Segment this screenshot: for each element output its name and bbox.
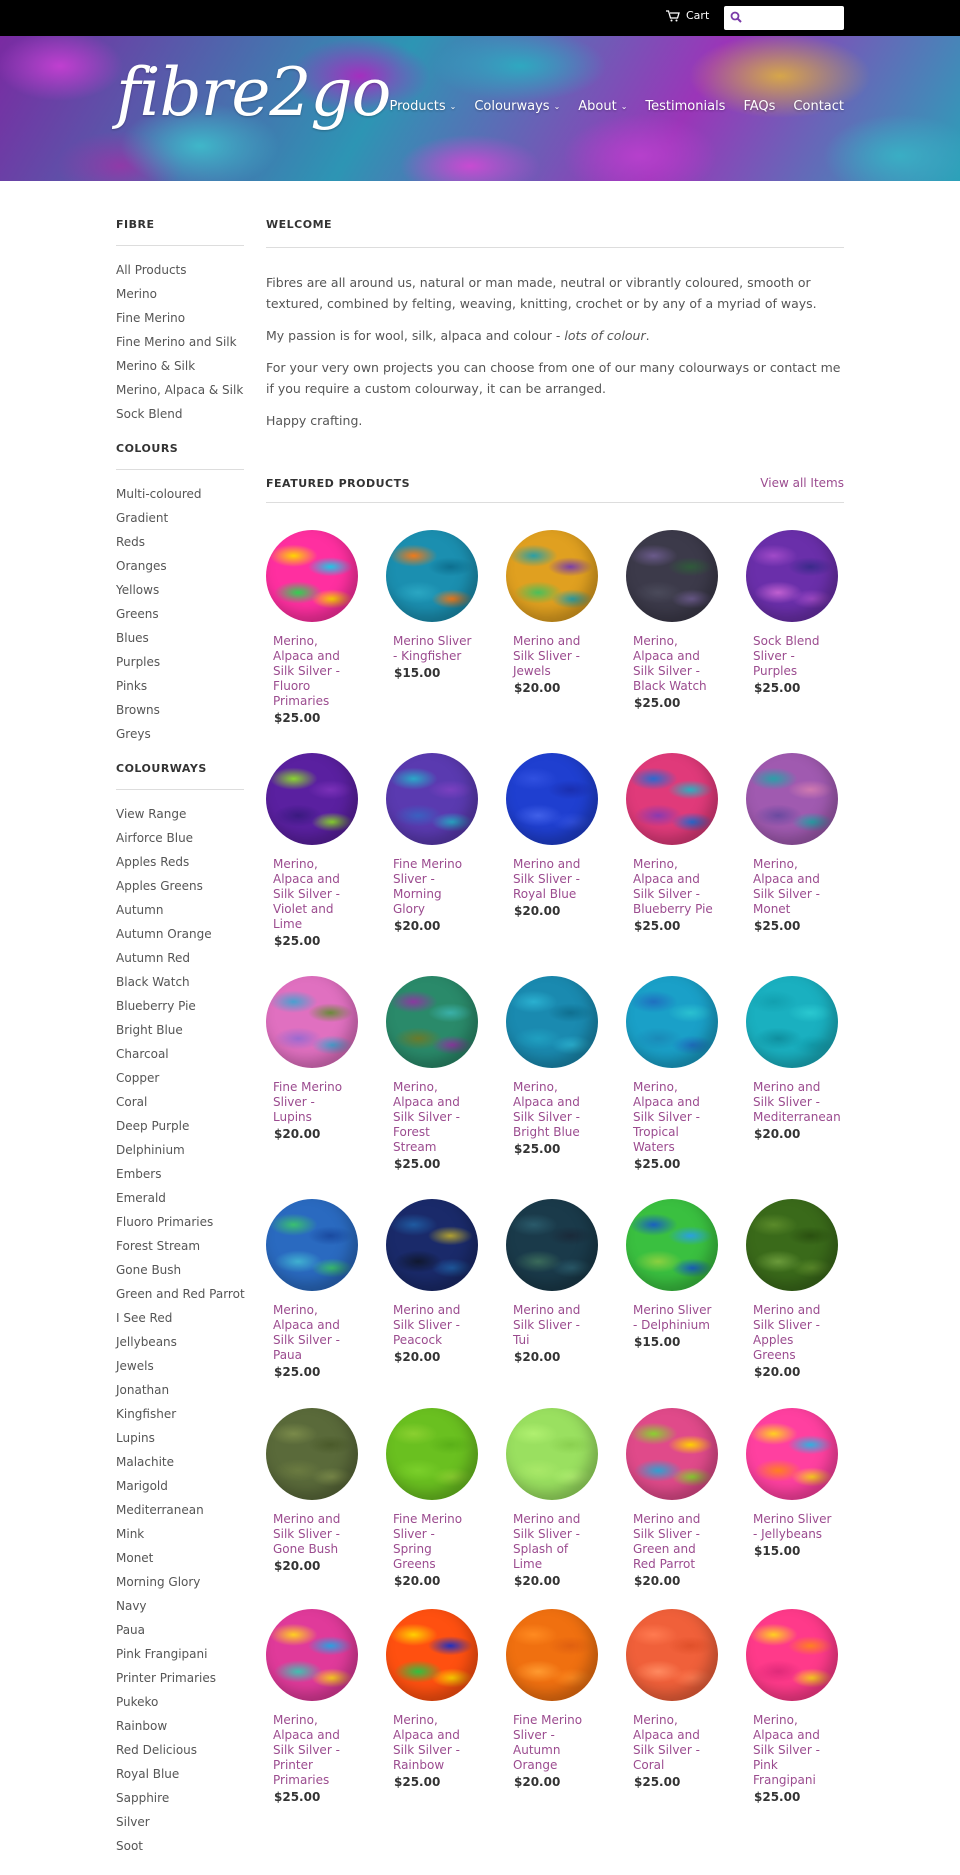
product-price: $20.00 — [514, 904, 561, 918]
product-title[interactable]: Merino and Silk Sliver - Jewels — [513, 634, 581, 678]
sidebar-item-colour[interactable]: Gradient — [116, 511, 169, 525]
search-input[interactable] — [724, 6, 844, 30]
cart-link[interactable] — [666, 9, 709, 22]
sidebar-item-colourway[interactable]: Pukeko — [116, 1695, 159, 1709]
nav-item-products[interactable] — [389, 99, 456, 114]
search-icon[interactable] — [730, 11, 742, 23]
product-image[interactable] — [626, 976, 718, 1068]
sidebar-item-colourway[interactable]: Autumn Orange — [116, 927, 212, 941]
nav-item-testimonials[interactable] — [645, 99, 725, 114]
product-title[interactable]: Merino Sliver - Delphinium — [633, 1303, 712, 1332]
product-image[interactable] — [626, 1199, 718, 1291]
product-card[interactable] — [506, 530, 606, 695]
sidebar-item-colourway[interactable]: Delphinium — [116, 1143, 185, 1157]
product-price: $20.00 — [754, 1365, 801, 1379]
product-image[interactable] — [266, 530, 358, 622]
sidebar-item-fibre[interactable]: Fine Merino and Silk — [116, 335, 237, 349]
product-card[interactable] — [266, 1199, 366, 1379]
product-image[interactable] — [506, 530, 598, 622]
sidebar-item-colour[interactable]: Multi-coloured — [116, 487, 202, 501]
hero-banner — [0, 36, 960, 181]
chevron-down-icon: ⌄ — [620, 102, 628, 111]
product-image[interactable] — [626, 530, 718, 622]
sidebar-item-colourway[interactable]: Deep Purple — [116, 1119, 190, 1133]
product-price: $25.00 — [634, 696, 681, 710]
sidebar-item-colourway[interactable]: Monet — [116, 1551, 154, 1565]
product-card[interactable] — [386, 753, 486, 933]
sidebar-item-colourway[interactable]: Copper — [116, 1071, 160, 1085]
product-price: $25.00 — [274, 934, 321, 948]
sidebar-item-colourway[interactable]: Mink — [116, 1527, 145, 1541]
product-image[interactable] — [386, 753, 478, 845]
product-image[interactable] — [746, 1408, 838, 1500]
product-card[interactable] — [626, 976, 726, 1171]
sidebar-item-colourway[interactable]: Mediterranean — [116, 1503, 204, 1517]
product-card[interactable] — [266, 976, 366, 1141]
sidebar-heading-colours: COLOURS — [116, 442, 244, 470]
sidebar-item-fibre[interactable]: Merino & Silk — [116, 359, 196, 373]
sidebar-item-colourway[interactable]: Charcoal — [116, 1047, 169, 1061]
product-title[interactable]: Merino and Silk Sliver - Splash of Lime — [513, 1512, 581, 1571]
sidebar-item-fibre[interactable]: All Products — [116, 263, 187, 277]
product-price: $20.00 — [514, 1775, 561, 1789]
sidebar-item-colourway[interactable]: Apples Greens — [116, 879, 203, 893]
product-image[interactable] — [386, 976, 478, 1068]
product-card[interactable] — [506, 1199, 606, 1364]
sidebar-fibre — [116, 218, 244, 426]
sidebar-item-colourway[interactable]: Fluoro Primaries — [116, 1215, 214, 1229]
sidebar-item-fibre[interactable]: Sock Blend — [116, 407, 183, 421]
product-title[interactable]: Merino and Silk Sliver - Tui — [513, 1303, 581, 1347]
sidebar-heading-colourways: COLOURWAYS — [116, 762, 244, 790]
product-title[interactable]: Merino, Alpaca and Silk Silver - Fluoro Primaries — [273, 634, 340, 708]
sidebar-item-colourway[interactable]: Lupins — [116, 1431, 155, 1445]
sidebar-item-colourway[interactable]: Green and Red Parrot — [116, 1287, 245, 1301]
sidebar-item-colourway[interactable]: Autumn — [116, 903, 164, 917]
sidebar-item-colourway[interactable]: Marigold — [116, 1479, 168, 1493]
product-card[interactable] — [746, 1609, 846, 1804]
sidebar-colours — [116, 442, 244, 746]
product-title[interactable]: Sock Blend Sliver - Purples — [753, 634, 820, 678]
product-image[interactable] — [506, 976, 598, 1068]
sidebar-item-colourway[interactable]: Soot — [116, 1839, 144, 1853]
product-image[interactable] — [506, 1609, 598, 1701]
nav-item-about[interactable] — [578, 99, 627, 114]
sidebar-item-colourway[interactable]: View Range — [116, 807, 187, 821]
product-price: $15.00 — [634, 1335, 681, 1349]
sidebar-item-colourway[interactable]: Rainbow — [116, 1719, 168, 1733]
product-card[interactable] — [266, 1609, 366, 1804]
sidebar-item-colour[interactable]: Greys — [116, 727, 151, 741]
sidebar-item-colourway[interactable]: Malachite — [116, 1455, 175, 1469]
sidebar-item-colour[interactable]: Oranges — [116, 559, 167, 573]
product-price: $15.00 — [394, 666, 441, 680]
product-price: $25.00 — [754, 919, 801, 933]
product-price: $20.00 — [394, 1574, 441, 1588]
product-card[interactable] — [746, 530, 846, 695]
sidebar-item-colourway[interactable]: Sapphire — [116, 1791, 170, 1805]
product-image[interactable] — [746, 753, 838, 845]
product-price: $20.00 — [274, 1127, 321, 1141]
product-image[interactable] — [746, 976, 838, 1068]
sidebar-item-colour[interactable]: Browns — [116, 703, 160, 717]
sidebar-list-fibre — [116, 258, 244, 426]
sidebar-item-colourway[interactable]: Navy — [116, 1599, 147, 1613]
product-price: $25.00 — [754, 1790, 801, 1804]
product-card[interactable] — [386, 976, 486, 1171]
welcome-text: . — [645, 328, 650, 343]
product-title[interactable]: Merino, Alpaca and Silk Silver - Coral — [633, 1713, 700, 1772]
product-title[interactable]: Fine Merino Sliver - Spring Greens — [393, 1512, 463, 1571]
nav-item-label: Contact — [793, 99, 844, 114]
product-image[interactable] — [506, 753, 598, 845]
product-image[interactable] — [386, 1199, 478, 1291]
sidebar-item-colourway[interactable]: Morning Glory — [116, 1575, 201, 1589]
product-title[interactable]: Merino, Alpaca and Silk Silver - Blueberry Pie — [633, 857, 713, 916]
product-card[interactable] — [386, 1199, 486, 1364]
product-title[interactable]: Merino, Alpaca and Silk Silver - Violet and Lime — [273, 857, 340, 931]
sidebar-item-colourway[interactable]: Airforce Blue — [116, 831, 194, 845]
sidebar-item-colourway[interactable]: Bright Blue — [116, 1023, 183, 1037]
nav-item-label: Products — [389, 99, 446, 114]
product-price: $20.00 — [754, 1127, 801, 1141]
featured-products — [266, 476, 844, 1804]
product-price: $20.00 — [514, 681, 561, 695]
product-price: $25.00 — [634, 1157, 681, 1171]
product-image[interactable] — [266, 1609, 358, 1701]
product-price: $25.00 — [634, 1775, 681, 1789]
sidebar-item-colourway[interactable]: Emerald — [116, 1191, 166, 1205]
sidebar-item-colourway[interactable]: Jonathan — [116, 1383, 170, 1397]
product-image[interactable] — [386, 1609, 478, 1701]
product-price: $20.00 — [514, 1574, 561, 1588]
product-title[interactable]: Merino and Silk Sliver - Mediterranean — [753, 1080, 841, 1124]
sidebar-item-colour[interactable]: Purples — [116, 655, 161, 669]
featured-heading: FEATURED PRODUCTS — [266, 476, 411, 490]
sidebar-item-colourway[interactable]: Pink Frangipani — [116, 1647, 208, 1661]
sidebar-item-colourway[interactable]: Jewels — [116, 1359, 154, 1373]
product-title[interactable]: Merino and Silk Sliver - Gone Bush — [273, 1512, 341, 1556]
product-title[interactable]: Merino, Alpaca and Silk Silver - Bright Blue — [513, 1080, 580, 1139]
product-title[interactable]: Merino, Alpaca and Silk Silver - Tropical Waters — [633, 1080, 700, 1154]
sidebar-item-colourway[interactable]: Silver — [116, 1815, 150, 1829]
product-card[interactable] — [506, 1408, 606, 1588]
main-nav — [389, 99, 844, 114]
product-price: $20.00 — [634, 1574, 681, 1588]
sidebar-item-fibre[interactable]: Fine Merino — [116, 311, 186, 325]
sidebar-list-colourways — [116, 802, 244, 1858]
sidebar-list-colours — [116, 482, 244, 746]
product-price: $25.00 — [634, 919, 681, 933]
welcome-section — [266, 218, 844, 442]
product-price: $25.00 — [394, 1157, 441, 1171]
sidebar-item-colourway[interactable]: Apples Reds — [116, 855, 190, 869]
product-price: $15.00 — [754, 1544, 801, 1558]
sidebar-item-colourway[interactable]: Kingfisher — [116, 1407, 177, 1421]
product-image[interactable] — [626, 753, 718, 845]
product-image[interactable] — [746, 1609, 838, 1701]
sidebar-item-colourway[interactable]: Autumn Red — [116, 951, 191, 965]
welcome-paragraph: Fibres are all around us, natural or man made, neutral or vibrantly coloured, smooth or textured, combined by felting, weaving, knitting, crochet or by any of a myriad of ways. — [266, 275, 817, 311]
product-title[interactable]: Merino Sliver - Jellybeans — [753, 1512, 832, 1541]
product-price: $25.00 — [274, 1365, 321, 1379]
product-title[interactable]: Merino, Alpaca and Silk Silver - Pink Frangipani — [753, 1713, 820, 1787]
product-card[interactable] — [746, 976, 846, 1141]
sidebar-item-colour[interactable]: Reds — [116, 535, 146, 549]
product-price: $20.00 — [274, 1559, 321, 1573]
sidebar-item-colourway[interactable]: Paua — [116, 1623, 146, 1637]
product-image[interactable] — [386, 1408, 478, 1500]
product-card[interactable] — [266, 530, 366, 725]
product-card[interactable] — [626, 1408, 726, 1588]
nav-item-colourways[interactable] — [474, 99, 560, 114]
product-title[interactable]: Merino, Alpaca and Silk Silver - Rainbow — [393, 1713, 460, 1772]
product-card[interactable] — [506, 753, 606, 918]
product-card[interactable] — [506, 1609, 606, 1789]
top-bar — [0, 0, 960, 36]
nav-item-label: FAQs — [743, 99, 776, 114]
product-title[interactable]: Merino and Silk Sliver - Green and Red Parrot — [633, 1512, 701, 1571]
sidebar-item-colour[interactable]: Yellows — [116, 583, 160, 597]
welcome-emphasis: lots of colour — [564, 328, 646, 343]
site-logo[interactable]: fibre2go — [116, 54, 391, 131]
product-title[interactable]: Fine Merino Sliver - Morning Glory — [393, 857, 463, 916]
nav-item-label: Colourways — [474, 99, 550, 114]
product-image[interactable] — [626, 1408, 718, 1500]
product-card[interactable] — [746, 1199, 846, 1379]
product-image[interactable] — [746, 1199, 838, 1291]
product-card[interactable] — [746, 753, 846, 933]
sidebar-item-colourway[interactable]: Red Delicious — [116, 1743, 198, 1757]
sidebar-item-colourway[interactable]: Forest Stream — [116, 1239, 201, 1253]
product-title[interactable]: Fine Merino Sliver - Autumn Orange — [513, 1713, 583, 1772]
product-card[interactable] — [626, 753, 726, 933]
product-image[interactable] — [626, 1609, 718, 1701]
nav-item-faqs[interactable] — [743, 99, 775, 114]
sidebar-item-fibre[interactable]: Merino — [116, 287, 157, 301]
product-image[interactable] — [506, 1408, 598, 1500]
cart-label: Cart — [686, 9, 710, 22]
welcome-heading: WELCOME — [266, 218, 844, 248]
product-price: $20.00 — [394, 1350, 441, 1364]
product-card[interactable] — [626, 1609, 726, 1789]
product-image[interactable] — [266, 1199, 358, 1291]
sidebar-item-colour[interactable]: Greens — [116, 607, 159, 621]
nav-item-label: Testimonials — [645, 99, 726, 114]
product-price: $25.00 — [394, 1775, 441, 1789]
welcome-paragraph: Happy crafting. — [266, 413, 363, 428]
nav-item-label: About — [578, 99, 617, 114]
product-price: $20.00 — [394, 919, 441, 933]
sidebar-item-colourway[interactable]: Printer Primaries — [116, 1671, 216, 1685]
sidebar-item-colourway[interactable]: Gone Bush — [116, 1263, 182, 1277]
welcome-text: My passion is for wool, silk, alpaca and colour - — [266, 328, 565, 343]
product-card[interactable] — [506, 976, 606, 1156]
product-card[interactable] — [266, 1408, 366, 1573]
welcome-body — [266, 272, 844, 431]
product-title[interactable]: Merino Sliver - Kingfisher — [393, 634, 472, 663]
product-card[interactable] — [626, 1199, 726, 1349]
sidebar-item-colourway[interactable]: Coral — [116, 1095, 148, 1109]
product-title[interactable]: Merino and Silk Sliver - Peacock — [393, 1303, 461, 1347]
nav-item-contact[interactable] — [793, 99, 844, 114]
sidebar-colourways — [116, 762, 244, 1858]
product-price: $25.00 — [274, 1790, 321, 1804]
product-title[interactable]: Merino, Alpaca and Silk Silver - Forest Stream — [393, 1080, 460, 1154]
welcome-paragraph — [266, 325, 844, 346]
chevron-down-icon: ⌄ — [553, 102, 561, 111]
product-title[interactable]: Merino, Alpaca and Silk Silver - Black Watch — [633, 634, 707, 693]
product-card[interactable] — [746, 1408, 846, 1558]
sidebar-item-colour[interactable]: Pinks — [116, 679, 148, 693]
sidebar-item-colourway[interactable]: Embers — [116, 1167, 162, 1181]
product-image[interactable] — [266, 976, 358, 1068]
welcome-paragraph: For your very own projects you can choose from one of our many colourways or contact me if you require a custom colourway, it can be arranged. — [266, 360, 841, 396]
product-title[interactable]: Merino and Silk Sliver - Royal Blue — [513, 857, 581, 901]
product-image[interactable] — [386, 530, 478, 622]
sidebar-item-colourway[interactable]: Royal Blue — [116, 1767, 180, 1781]
sidebar-item-colourway[interactable]: I See Red — [116, 1311, 173, 1325]
product-image[interactable] — [506, 1199, 598, 1291]
product-title[interactable]: Merino, Alpaca and Silk Silver - Paua — [273, 1303, 340, 1362]
product-title[interactable]: Merino, Alpaca and Silk Silver - Monet — [753, 857, 820, 916]
product-title[interactable]: Fine Merino Sliver - Lupins — [273, 1080, 343, 1124]
cart-icon — [666, 10, 680, 22]
sidebar-item-fibre[interactable]: Merino, Alpaca & Silk — [116, 383, 244, 397]
product-price: $25.00 — [274, 711, 321, 725]
product-card[interactable] — [386, 1609, 486, 1789]
product-card[interactable] — [626, 530, 726, 710]
featured-header — [266, 476, 844, 503]
product-image[interactable] — [266, 753, 358, 845]
view-all-link[interactable]: View all Items — [760, 476, 844, 490]
sidebar — [116, 218, 244, 1858]
product-price: $20.00 — [514, 1350, 561, 1364]
sidebar-item-colourway[interactable]: Jellybeans — [116, 1335, 177, 1349]
sidebar-item-colourway[interactable]: Black Watch — [116, 975, 190, 989]
product-image[interactable] — [266, 1408, 358, 1500]
sidebar-item-colour[interactable]: Blues — [116, 631, 149, 645]
product-price: $25.00 — [514, 1142, 561, 1156]
product-price: $25.00 — [754, 681, 801, 695]
product-title[interactable]: Merino, Alpaca and Silk Silver - Printer Primaries — [273, 1713, 340, 1787]
sidebar-heading-fibre: FIBRE — [116, 218, 244, 246]
product-title[interactable]: Merino and Silk Sliver - Apples Greens — [753, 1303, 821, 1362]
product-card[interactable] — [386, 530, 486, 680]
product-image[interactable] — [746, 530, 838, 622]
product-card[interactable] — [386, 1408, 486, 1588]
chevron-down-icon: ⌄ — [449, 102, 457, 111]
product-card[interactable] — [266, 753, 366, 948]
sidebar-item-colourway[interactable]: Blueberry Pie — [116, 999, 196, 1013]
